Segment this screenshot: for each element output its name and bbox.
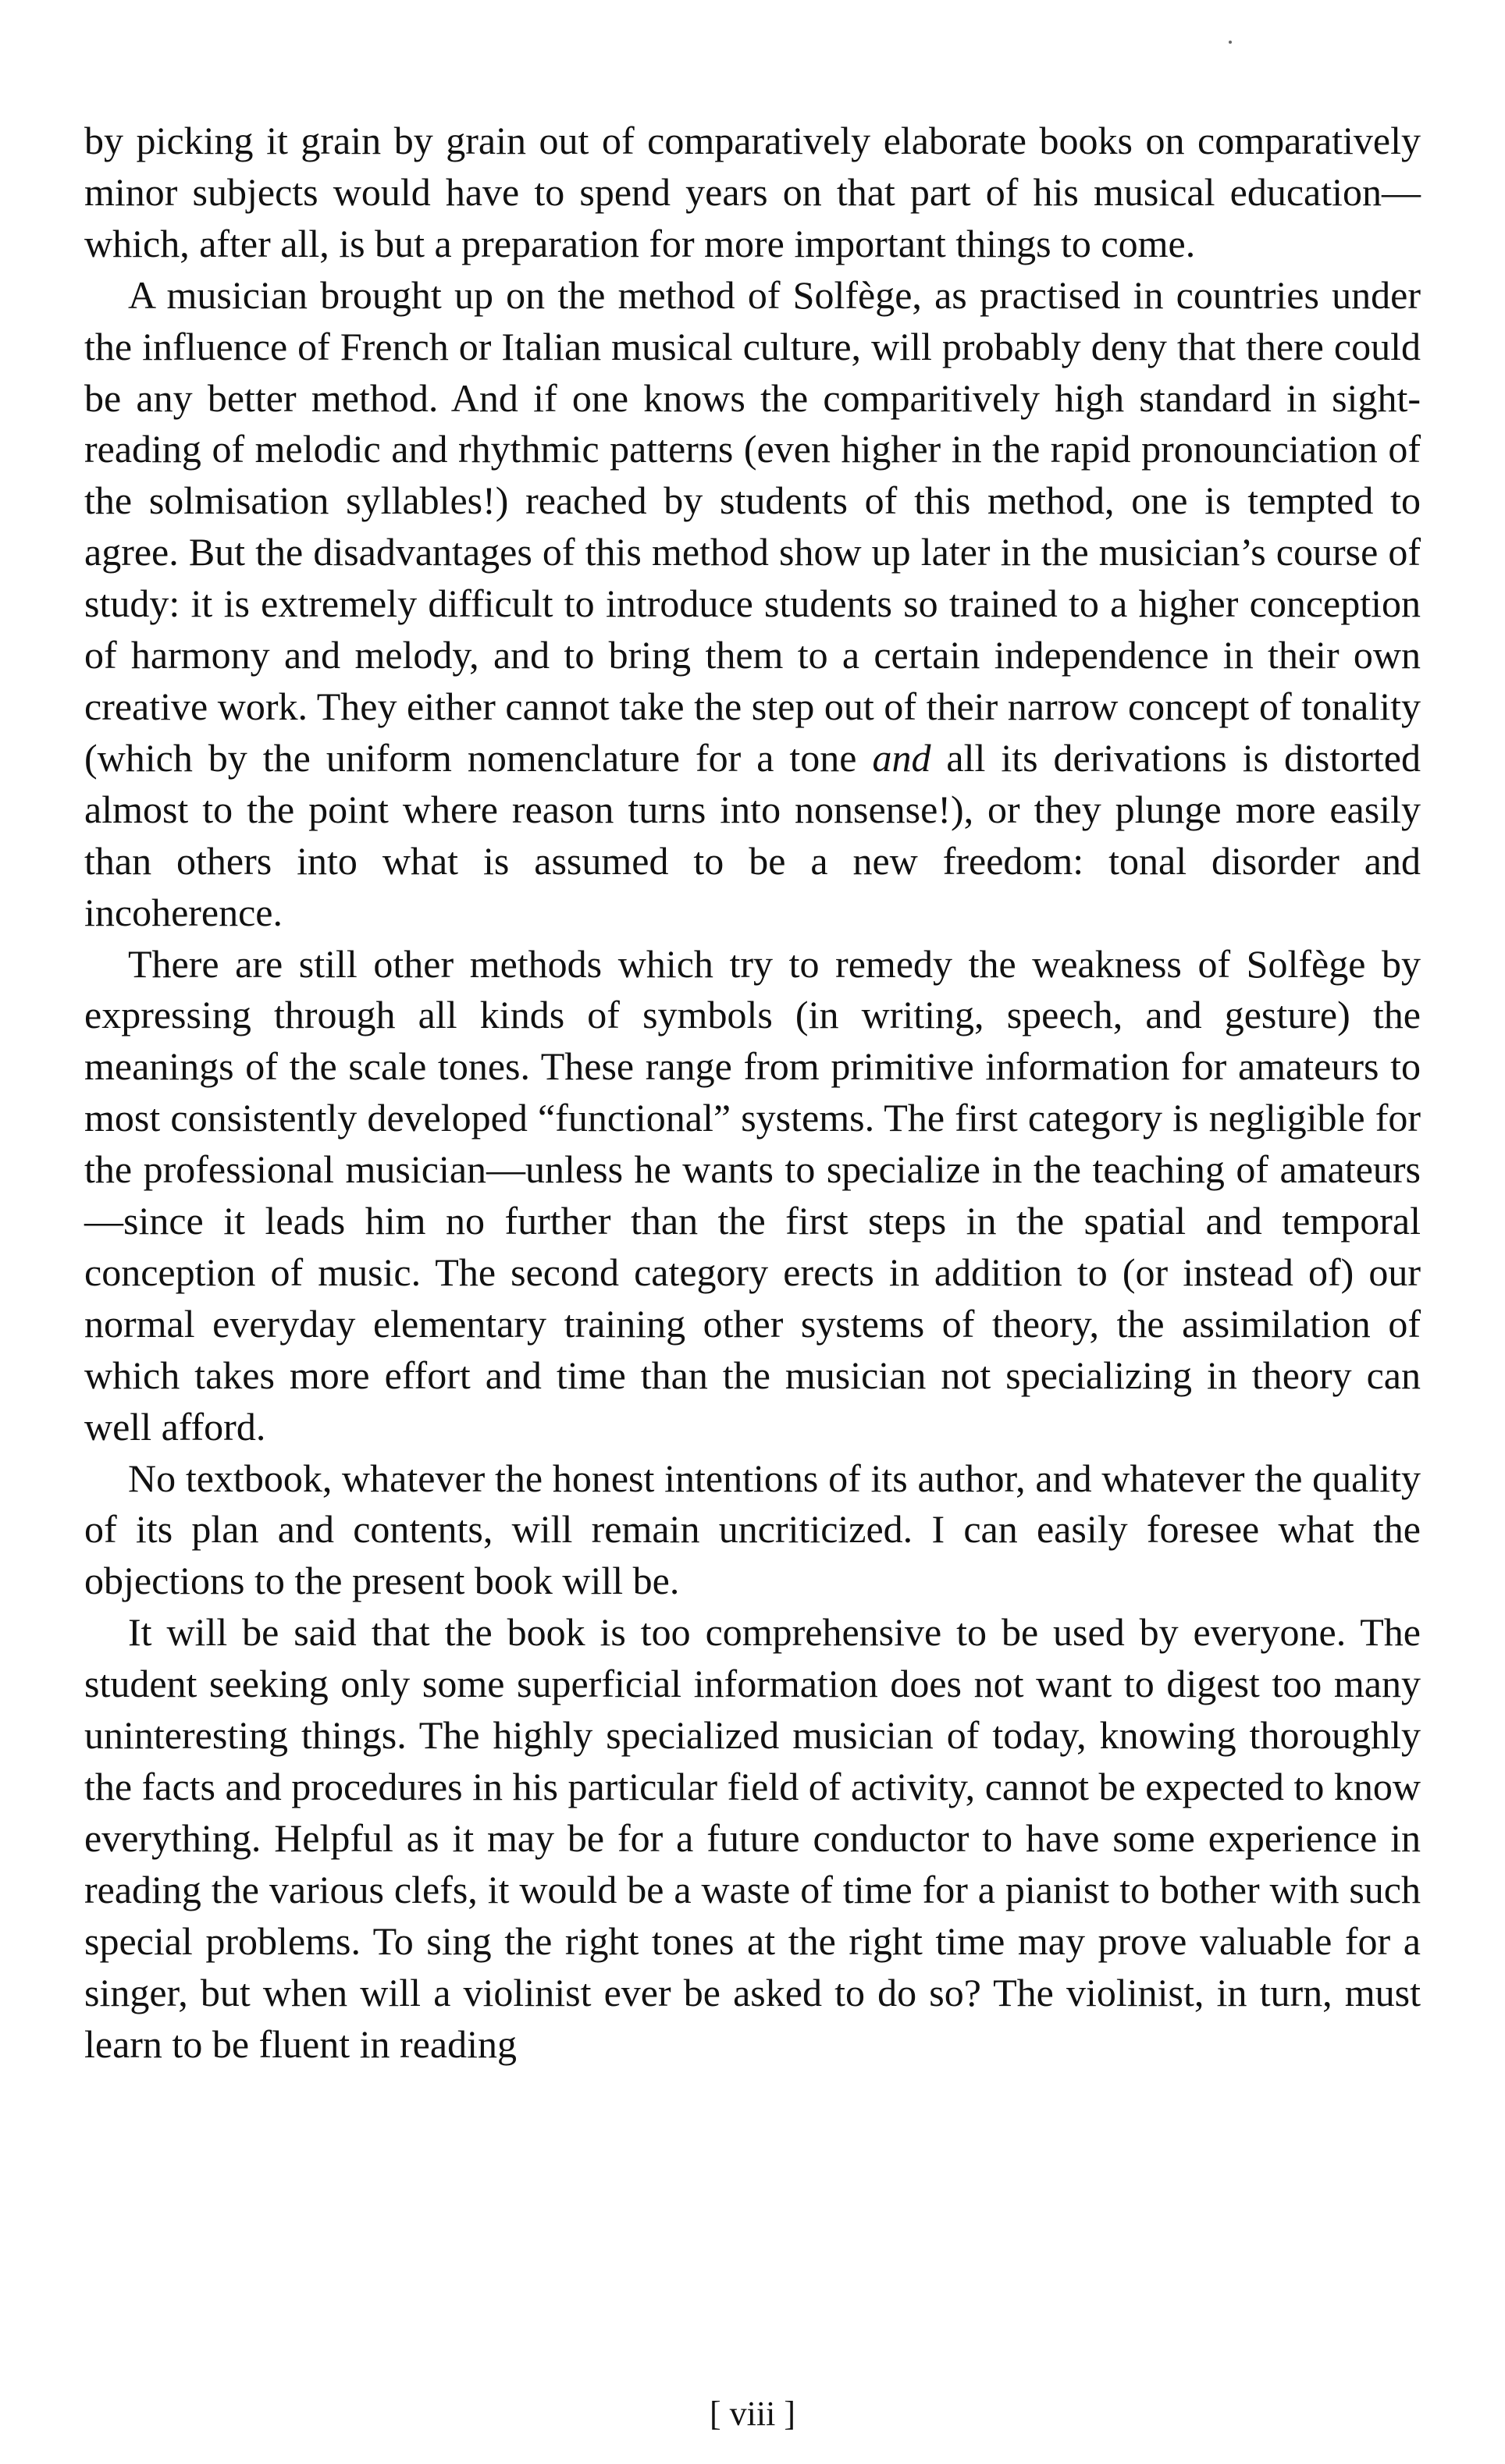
paragraph-criticism: No textbook, whatever the honest intentions of its author, and whatever the quality of its plan and contents, will remain uncriticized. I can easily foresee what the objections to the present book will be. (84, 1456, 1421, 1603)
page-number: [ viii ] (710, 2395, 795, 2433)
paragraph-continued: by picking it grain by grain out of comparatively elaborate books on comparatively minor subjects would have to spend years on that part of his musical education—which, after all, is but a preparation for more important things to come. (84, 119, 1421, 265)
emphasis-and: and (872, 735, 931, 780)
paragraph-text-after: all its derivations is distorted almost to the point where reason turns into nonsense!), or they plunge more easily than others into what is assumed to be a new freedom: tonal disorder and incoherence. (84, 735, 1421, 934)
paragraph-text: A musician brought up on the method of Solfège, as practised in countries under the influence of French or Italian musical culture, will probably deny that there could be any better method. And if one knows the comparitively high standard in sight-reading of melodic and rhythmic patterns (even higher in the rapid pronounciation of the solmisation syllables!) reached by students of this method, one is tempted to agree. But the disadvantages of this method show up later in the musician’s course of study: it is extremely difficult to introduce students so trained to a higher conception of harmony and melody, and to bring them to a certain independence in their own creative work. They either cannot take the step out of their narrow concept of tonality (which by the uniform nomenclature for a tone (84, 272, 1421, 780)
paragraph-other-methods: There are still other methods which try to remedy the weakness of Solfège by expressing through all kinds of symbols (in writing, speech, and gesture) the meanings of the scale tones. These range from primitive information for amateurs to most consistently developed “functional” systems. The first category is negligible for the professional musician—unless he wants to specialize in the teaching of amateurs—since it leads him no further than the first steps in the spatial and temporal conception of music. The second category erects in addition to (or instead of) our normal everyday elementary training other systems of theory, the assimilation of which takes more effort and time than the musician not specializing in theory can well afford. (84, 941, 1421, 1449)
stray-mark (1229, 41, 1232, 44)
paragraph-solfege (84, 270, 1421, 939)
paragraph-comprehensive: It will be said that the book is too comprehensive to be used by everyone. The student seeking only some superficial information does not want to digest too many uninteresting things. The highly specialized musician of today, knowing thoroughly the facts and procedures in his particular field of activity, cannot be expected to know everything. Helpful as it may be for a future conductor to have some experience in reading the various clefs, it would be a waste of time for a pianist to bother with such special problems. To sing the right tones at the right time may prove valuable for a singer, but when will a violinist ever be asked to do so? The violinist, in turn, must learn to be fluent in reading (84, 1610, 1421, 2066)
page-body (84, 116, 1421, 2070)
